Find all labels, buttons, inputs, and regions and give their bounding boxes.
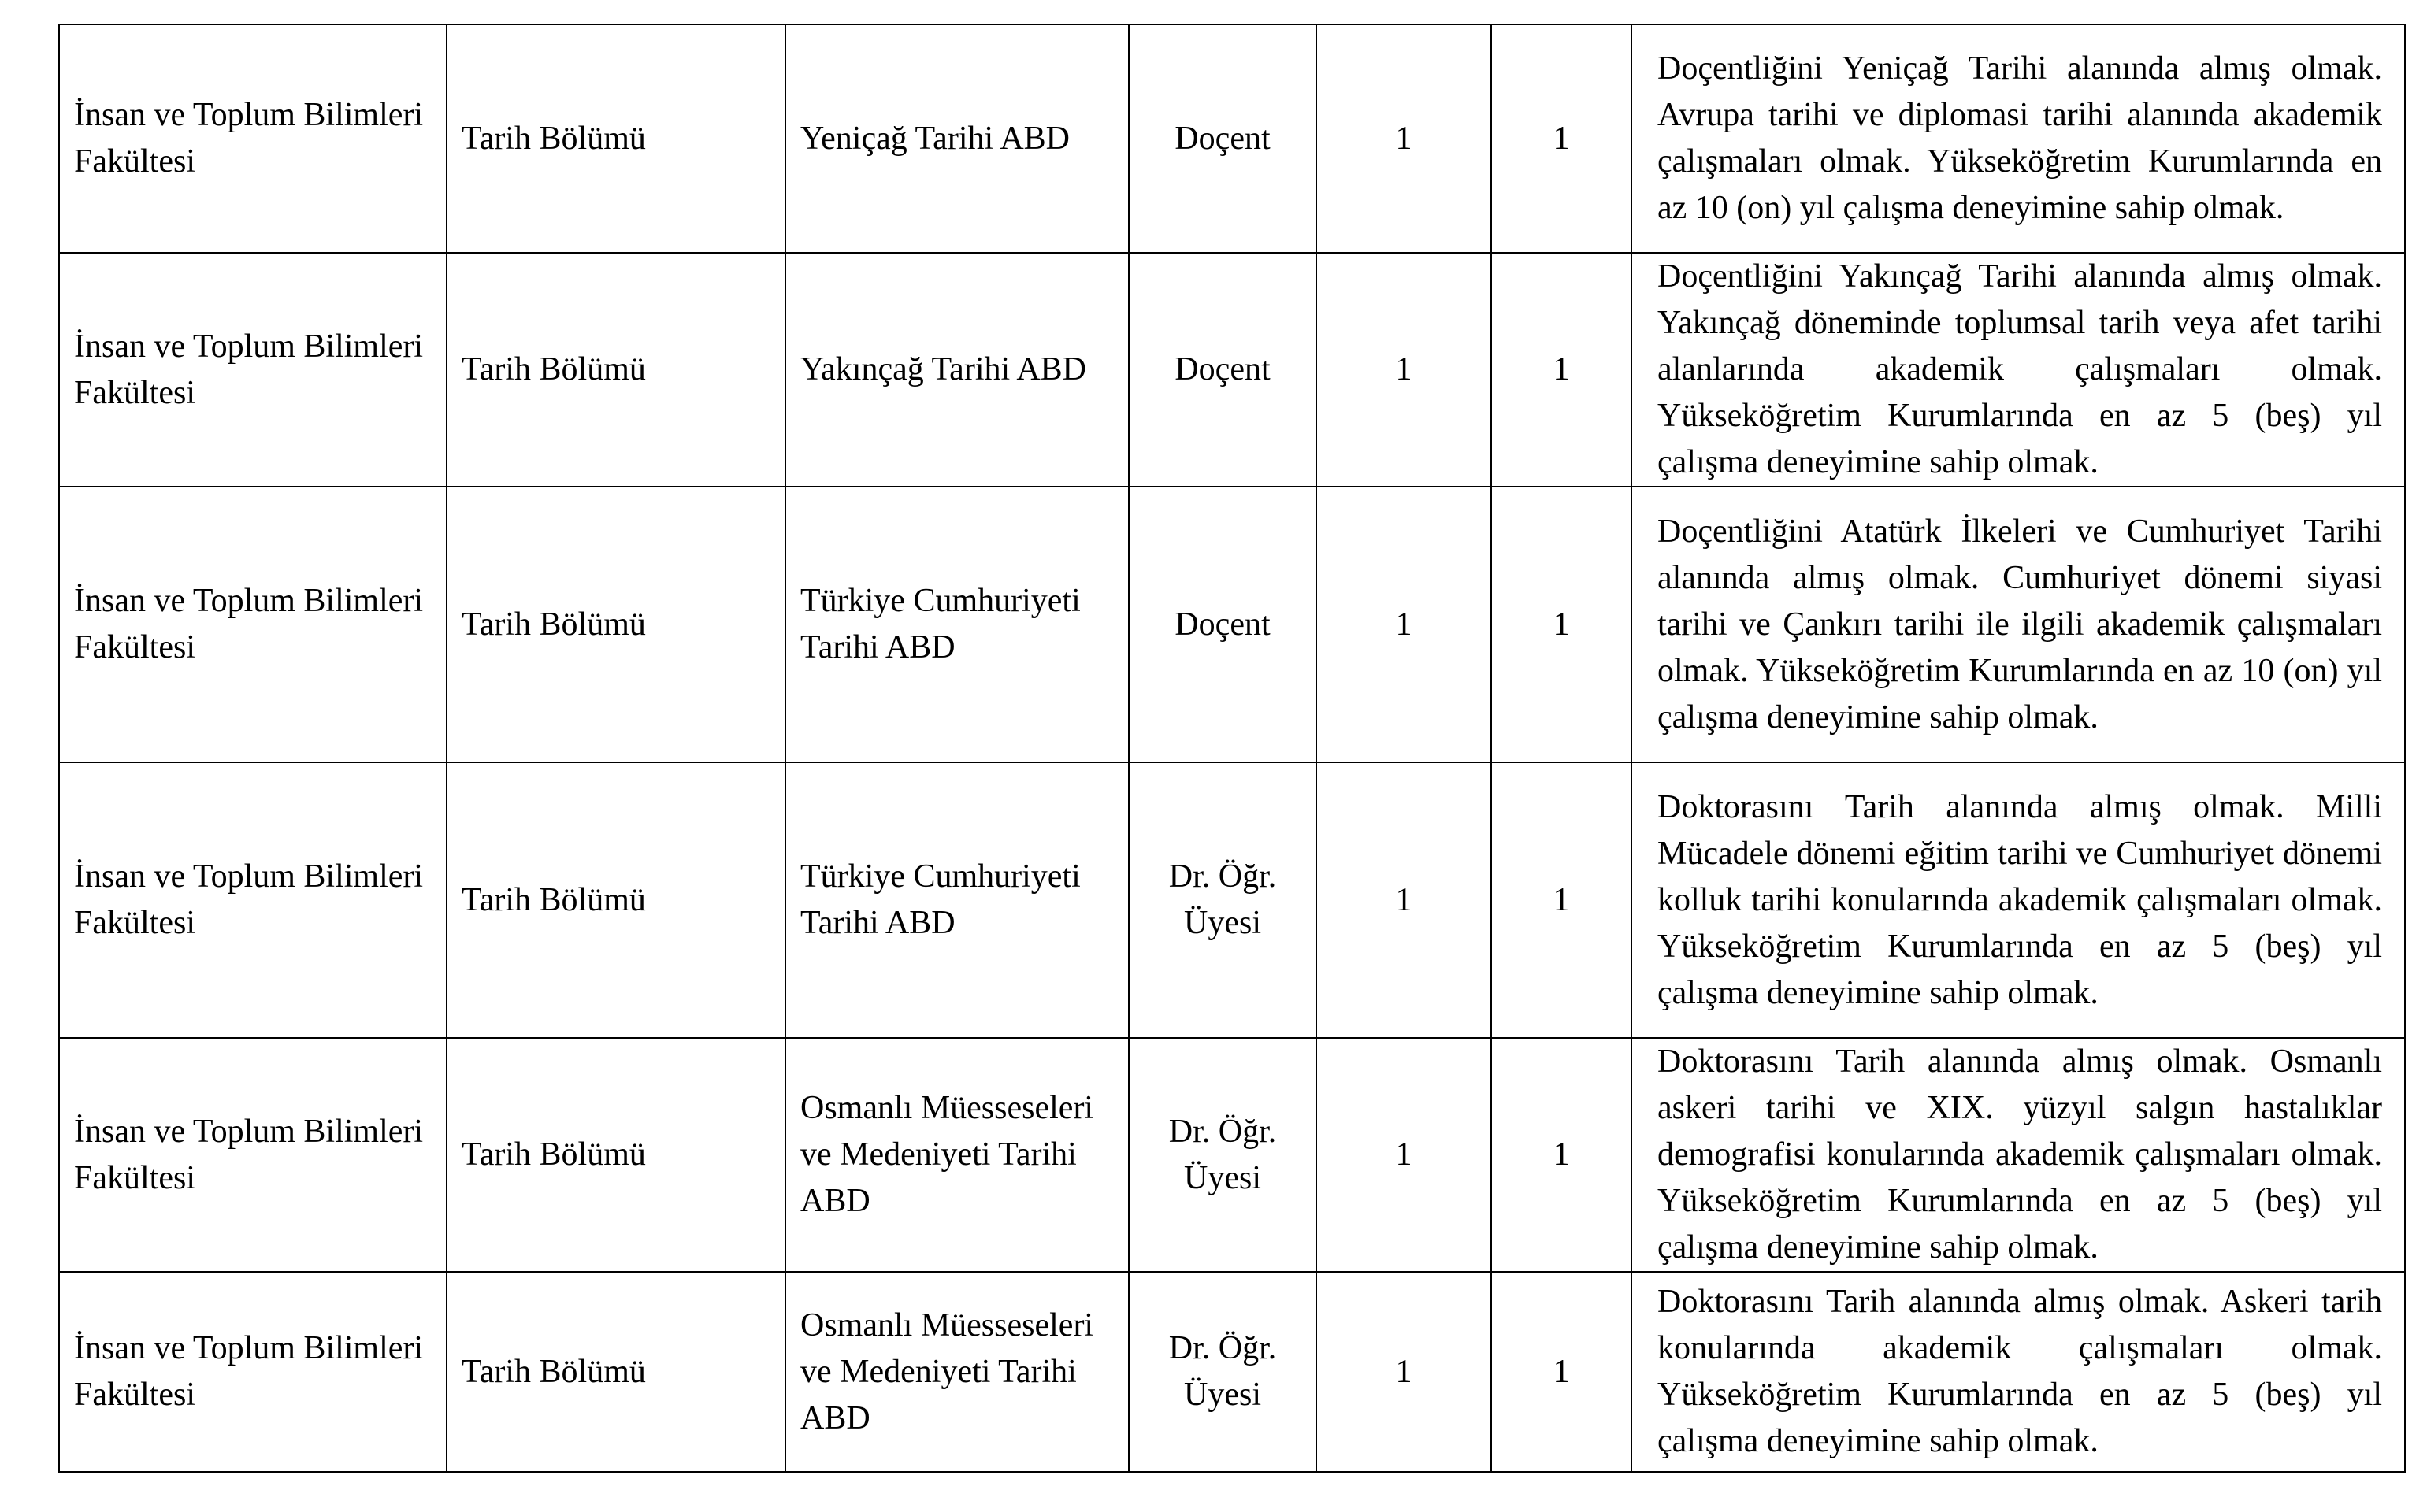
title-cell: Dr. Öğr. Üyesi xyxy=(1129,762,1316,1038)
table-row xyxy=(59,1038,2405,1272)
abd-cell: Türkiye Cumhuriyeti Tarihi ABD xyxy=(785,762,1129,1038)
count-b-cell: 1 xyxy=(1491,762,1631,1038)
title-cell: Doçent xyxy=(1129,487,1316,762)
requirement-cell: Doktorasını Tarih alanında almış olmak. Milli Mücadele dönemi eğitim tarihi ve Cumhuriyet dönemi kolluk tarihi konularında akademik çalışmaları olmak. Yükseköğretim Kurumlarında en az 5 (beş) yıl çalışma deneyimine sahip olmak. xyxy=(1631,762,2405,1038)
count-b-cell: 1 xyxy=(1491,24,1631,253)
requirement-cell: Doktorasını Tarih alanında almış olmak. Osmanlı askeri tarihi ve XIX. yüzyıl salgın hastalıklar demografisi konularında akademik çalışmaları olmak. Yükseköğretim Kurumlarında en az 5 (beş) yıl çalışma deneyimine sahip olmak. xyxy=(1631,1038,2405,1272)
count-a-cell: 1 xyxy=(1316,487,1491,762)
title-cell: Doçent xyxy=(1129,24,1316,253)
faculty-cell: İnsan ve Toplum Bilimleri Fakültesi xyxy=(59,1272,447,1472)
abd-cell: Yeniçağ Tarihi ABD xyxy=(785,24,1129,253)
faculty-cell: İnsan ve Toplum Bilimleri Fakültesi xyxy=(59,24,447,253)
table-row xyxy=(59,24,2405,253)
title-cell: Dr. Öğr. Üyesi xyxy=(1129,1272,1316,1472)
title-cell: Doçent xyxy=(1129,253,1316,487)
department-cell: Tarih Bölümü xyxy=(447,24,785,253)
faculty-cell: İnsan ve Toplum Bilimleri Fakültesi xyxy=(59,253,447,487)
table-row xyxy=(59,1272,2405,1472)
table-row xyxy=(59,762,2405,1038)
department-cell: Tarih Bölümü xyxy=(447,762,785,1038)
requirement-cell: Doçentliğini Yeniçağ Tarihi alanında almış olmak. Avrupa tarihi ve diplomasi tarihi alanında akademik çalışmaları olmak. Yükseköğretim Kurumlarında en az 10 (on) yıl çalışma deneyimine sahip olmak. xyxy=(1631,24,2405,253)
count-a-cell: 1 xyxy=(1316,253,1491,487)
requirement-cell: Doktorasını Tarih alanında almış olmak. Askeri tarih konularında akademik çalışmaları olmak. Yükseköğretim Kurumlarında en az 5 (beş) yıl çalışma deneyimine sahip olmak. xyxy=(1631,1272,2405,1472)
position-listing-table xyxy=(58,24,2406,1473)
department-cell: Tarih Bölümü xyxy=(447,487,785,762)
requirement-cell: Doçentliğini Atatürk İlkeleri ve Cumhuriyet Tarihi alanında almış olmak. Cumhuriyet dönemi siyasi tarihi ve Çankırı tarihi ile ilgili akademik çalışmaları olmak. Yükseköğretim Kurumlarında en az 10 (on) yıl çalışma deneyimine sahip olmak. xyxy=(1631,487,2405,762)
table-row xyxy=(59,487,2405,762)
abd-cell: Osmanlı Müesseseleri ve Medeniyeti Tarihi ABD xyxy=(785,1272,1129,1472)
faculty-cell: İnsan ve Toplum Bilimleri Fakültesi xyxy=(59,762,447,1038)
abd-cell: Osmanlı Müesseseleri ve Medeniyeti Tarihi ABD xyxy=(785,1038,1129,1272)
count-a-cell: 1 xyxy=(1316,1038,1491,1272)
title-cell: Dr. Öğr. Üyesi xyxy=(1129,1038,1316,1272)
faculty-cell: İnsan ve Toplum Bilimleri Fakültesi xyxy=(59,1038,447,1272)
count-b-cell: 1 xyxy=(1491,487,1631,762)
requirement-cell: Doçentliğini Yakınçağ Tarihi alanında almış olmak. Yakınçağ döneminde toplumsal tarih veya afet tarihi alanlarında akademik çalışmaları olmak. Yükseköğretim Kurumlarında en az 5 (beş) yıl çalışma deneyimine sahip olmak. xyxy=(1631,253,2405,487)
department-cell: Tarih Bölümü xyxy=(447,1272,785,1472)
count-a-cell: 1 xyxy=(1316,762,1491,1038)
count-a-cell: 1 xyxy=(1316,1272,1491,1472)
table-row xyxy=(59,253,2405,487)
abd-cell: Türkiye Cumhuriyeti Tarihi ABD xyxy=(785,487,1129,762)
department-cell: Tarih Bölümü xyxy=(447,253,785,487)
count-b-cell: 1 xyxy=(1491,1272,1631,1472)
count-b-cell: 1 xyxy=(1491,1038,1631,1272)
abd-cell: Yakınçağ Tarihi ABD xyxy=(785,253,1129,487)
count-b-cell: 1 xyxy=(1491,253,1631,487)
faculty-cell: İnsan ve Toplum Bilimleri Fakültesi xyxy=(59,487,447,762)
department-cell: Tarih Bölümü xyxy=(447,1038,785,1272)
count-a-cell: 1 xyxy=(1316,24,1491,253)
